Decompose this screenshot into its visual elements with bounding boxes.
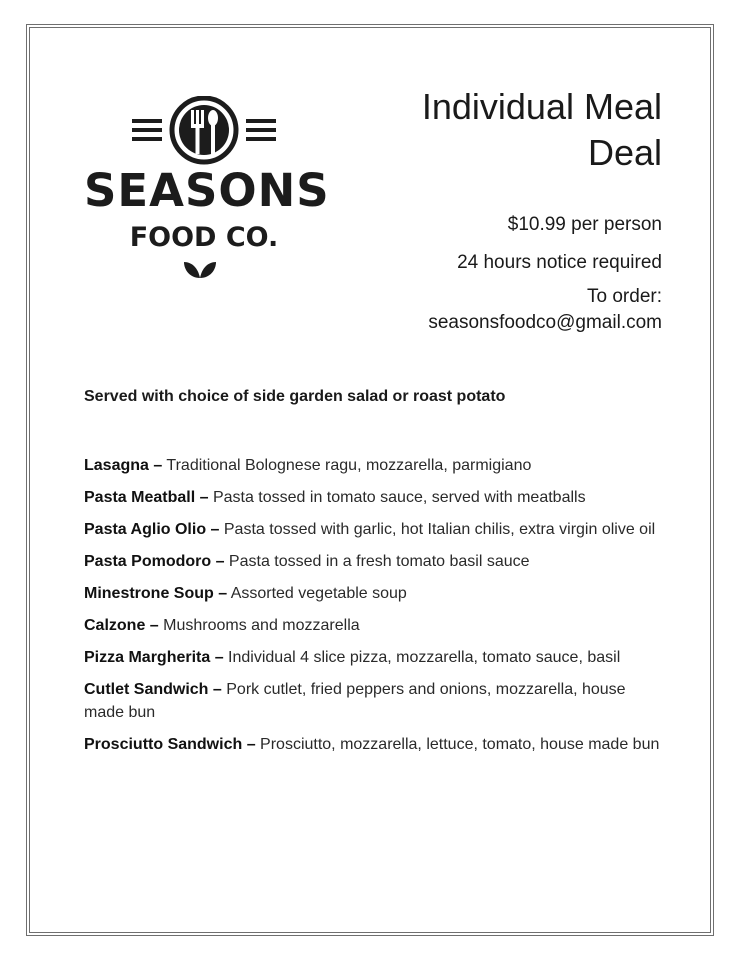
menu-item <box>84 733 664 756</box>
menu-item-desc: Assorted vegetable soup <box>227 585 407 602</box>
logo-subtitle-text: FOOD CO. <box>129 222 279 253</box>
menu-item <box>84 550 664 573</box>
menu-item <box>84 454 664 477</box>
deal-info <box>428 210 662 336</box>
menu-item-name: Minestrone Soup – <box>84 585 228 602</box>
price-text: $10.99 per person <box>507 214 662 235</box>
order-contact <box>428 284 662 336</box>
menu-item-name: Pizza Margherita – <box>84 649 224 666</box>
notice-text: 24 hours notice required <box>457 252 662 273</box>
logo <box>84 96 330 286</box>
menu-item-desc: Mushrooms and mozzarella <box>158 617 360 634</box>
menu-item-name: Pasta Meatball – <box>84 489 209 506</box>
menu-item-name: Calzone – <box>84 617 159 634</box>
logo-brand-text: SEASONS <box>84 164 330 217</box>
menu-item-desc: Traditional Bolognese ragu, mozzarella, parmigiano <box>162 457 532 474</box>
menu-item-name: Pasta Aglio Olio – <box>84 521 220 538</box>
menu-item-name: Lasagna – <box>84 457 163 474</box>
menu-item <box>84 486 664 509</box>
order-email: seasonsfoodco@gmail.com <box>428 312 662 333</box>
menu-item-desc: Individual 4 slice pizza, mozzarella, tomato sauce, basil <box>223 649 621 666</box>
menu-item-desc: Pasta tossed in a fresh tomato basil sauce <box>224 553 530 570</box>
menu-item <box>84 646 664 669</box>
menu-item-desc: Prosciutto, mozzarella, lettuce, tomato, house made bun <box>255 736 660 753</box>
menu-item <box>84 678 664 724</box>
menu-item-name: Prosciutto Sandwich – <box>84 736 256 753</box>
menu-item-desc: Pork cutlet, fried peppers and onions, mozzarella, house made bun <box>84 681 626 721</box>
leaf-icon <box>182 258 218 280</box>
menu-item <box>84 582 664 605</box>
title-line-2: Deal <box>587 132 662 173</box>
menu-item-name: Pasta Pomodoro – <box>84 553 225 570</box>
menu-item-name: Cutlet Sandwich – <box>84 681 222 698</box>
menu-item-desc: Pasta tossed in tomato sauce, served with meatballs <box>208 489 586 506</box>
page-title <box>422 84 662 176</box>
menu-item-desc: Pasta tossed with garlic, hot Italian chilis, extra virgin olive oil <box>219 521 656 538</box>
menu-item <box>84 518 664 541</box>
menu-list <box>84 454 664 765</box>
menu-item <box>84 614 664 637</box>
served-note: Served with choice of side garden salad or roast potato <box>84 388 506 405</box>
title-line-1: Individual Meal <box>421 86 662 127</box>
fork-and-spoon-emblem-icon <box>124 96 284 166</box>
order-label: To order: <box>587 286 662 307</box>
